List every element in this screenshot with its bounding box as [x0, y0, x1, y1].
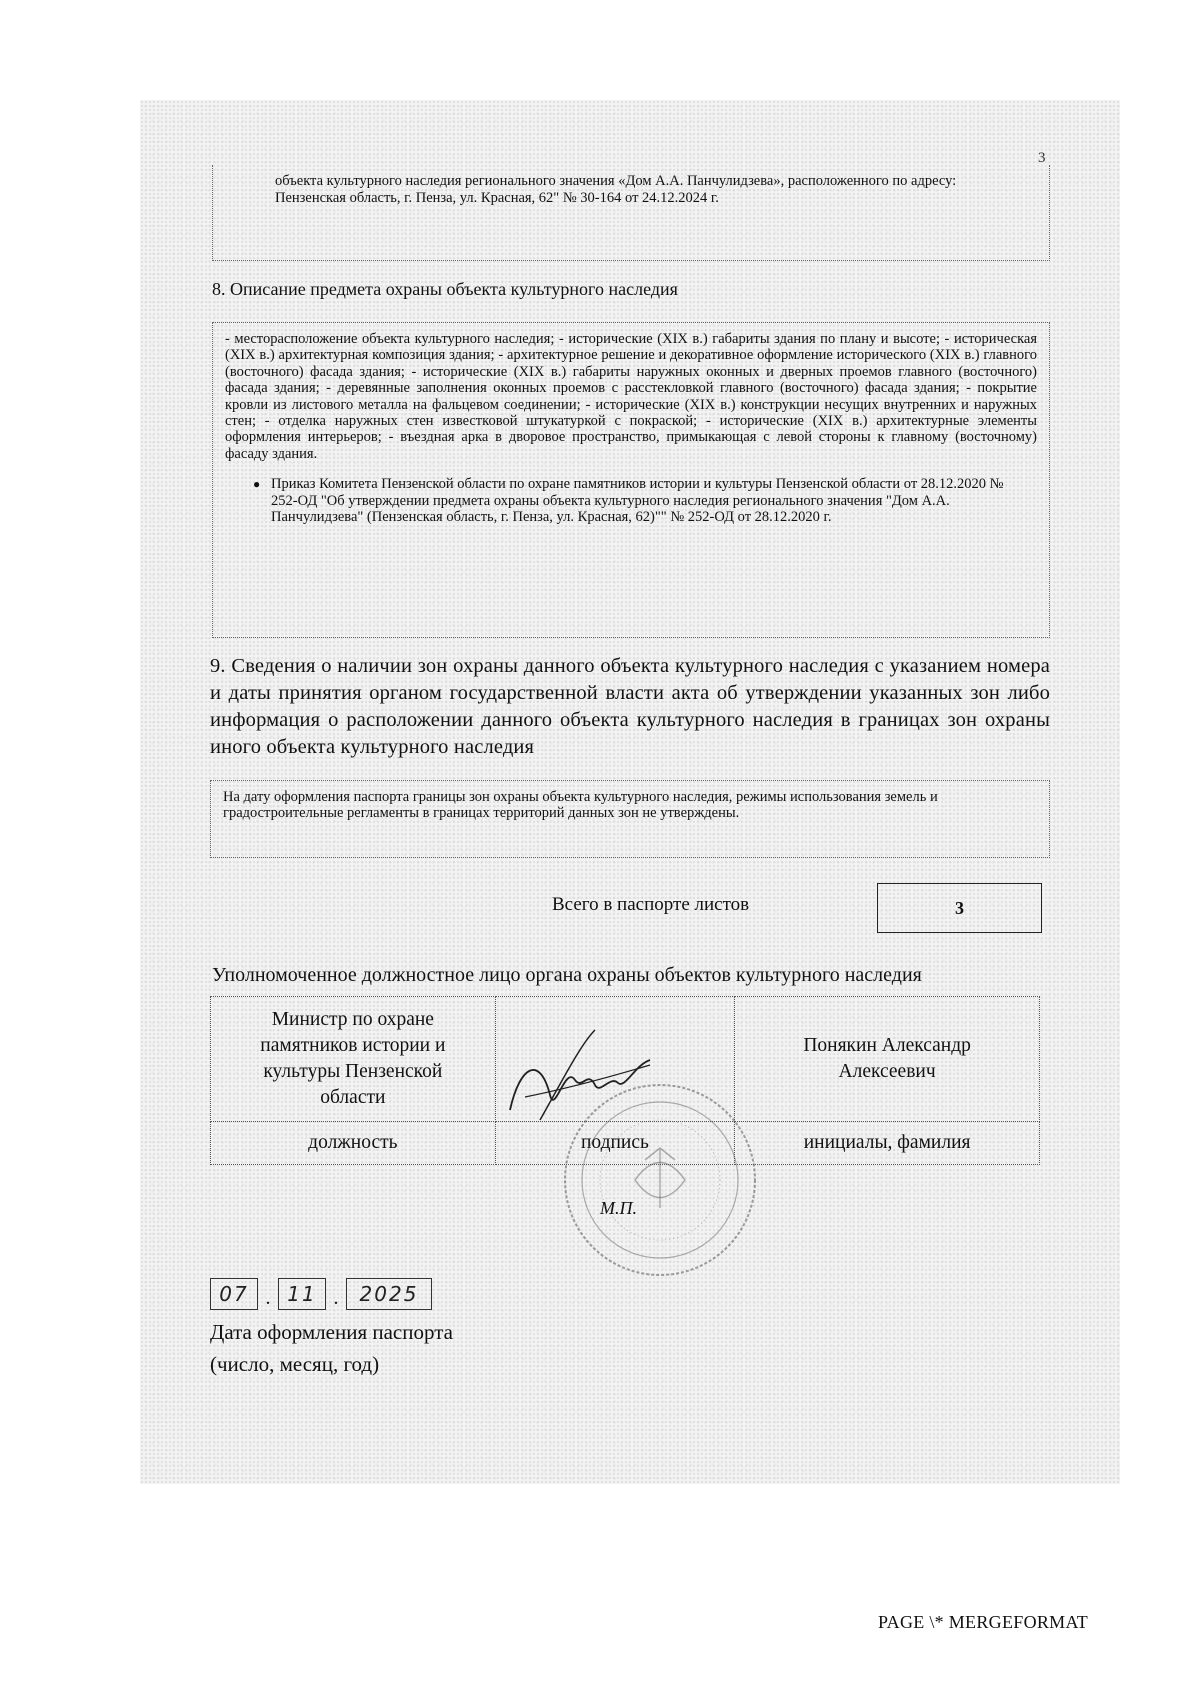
- total-sheets-label: Всего в паспорте листов: [552, 894, 750, 915]
- page-number: 3: [1038, 150, 1046, 166]
- official-name: Понякин Александр Алексеевич: [803, 1035, 971, 1082]
- handwritten-signature-icon: [500, 1025, 660, 1135]
- total-sheets-value: 3: [877, 883, 1042, 933]
- date-year: 2025: [346, 1278, 432, 1310]
- section-9-box: [210, 780, 1050, 858]
- section-8-box: [212, 322, 1050, 638]
- issue-date-caption: [210, 1316, 453, 1380]
- issue-date: [210, 1278, 432, 1310]
- name-cell: [735, 997, 1040, 1122]
- date-separator: .: [265, 1287, 271, 1309]
- date-day: 07: [210, 1278, 258, 1310]
- stamp-place-label: М.П.: [600, 1198, 637, 1218]
- col-position-label: должность: [211, 1122, 496, 1165]
- authority-heading: Уполномоченное должностное лицо органа охраны объектов культурного наследия: [212, 964, 922, 986]
- section-8-heading: 8. Описание предмета охраны объекта культурного наследия: [212, 279, 678, 299]
- section-8-order: [225, 476, 1037, 525]
- issue-date-hint: (число, месяц, год): [210, 1352, 380, 1376]
- col-signature-label: подпись: [495, 1122, 735, 1165]
- bullet-icon: ●: [253, 477, 261, 492]
- section-9-text: На дату оформления паспорта границы зон охраны объекта культурного наследия, режимы использования земель и градостроительные регламенты в границах территорий данных зон не утверждены.: [223, 789, 938, 822]
- previous-section-tail: [212, 165, 1050, 261]
- section-9-heading: 9. Сведения о наличии зон охраны данного объекта культурного наследия с указанием номера и даты принятия органом государственной власти акта об утверждении указанных зон либо информация о расположении данного объекта культурного наследия в границах зон охраны иного объекта культурного наследия: [210, 655, 1050, 758]
- col-name-label: инициалы, фамилия: [735, 1122, 1040, 1165]
- position-cell: [211, 997, 496, 1122]
- section-8-text: - месторасположение объекта культурного наследия; - исторические (XIX в.) габариты здания по плану и высоте; - историческая (XIX в.) архитектурная композиция здания; - архитектурное решение и декоративное оформление исторического (XIX в.) главного (восточного) фасада здания; - исторические (XIX в.) габариты наружных оконных и дверных проемов главного (восточного) фасада здания; - деревянные заполнения оконных проемов с расстекловкой главного (восточного) фасада здания; - покрытие кровли из листового металла на фальцевом соединении; - исторические (XIX в.) конструкции несущих внутренних и наружных стен; - отделка наружных стен известковой штукатуркой с покраской; - исторические (XIX в.) архитектурные элементы оформления интерьеров; - въездная арка в дворовое пространство, примыкающая с левой стороны к главному (восточному) фасаду здания.: [225, 331, 1037, 462]
- date-month: 11: [278, 1278, 326, 1310]
- date-separator: .: [333, 1287, 339, 1309]
- issue-date-label: Дата оформления паспорта: [210, 1320, 453, 1344]
- page-footer-field: PAGE \* MERGEFORMAT: [878, 1612, 1089, 1632]
- previous-section-text: объекта культурного наследия регионального значения «Дом А.А. Панчулидзева», расположенного по адресу: Пензенская область, г. Пенза, ул. Красная, 62" № 30-164 от 24.12.2024 г.: [275, 173, 957, 206]
- section-8-order-text: Приказ Комитета Пензенской области по охране памятников истории и культуры Пензенской области от 28.12.2020 № 252-ОД "Об утверждении предмета охраны объекта культурного наследия регионального значения "Дом А.А. Панчулидзева" (Пензенская область, г. Пенза, ул. Красная, 62)"" № 252-ОД от 28.12.2020 г.: [271, 476, 1004, 526]
- official-position: Министр по охране памятников истории и культуры Пензенской области: [260, 1009, 446, 1108]
